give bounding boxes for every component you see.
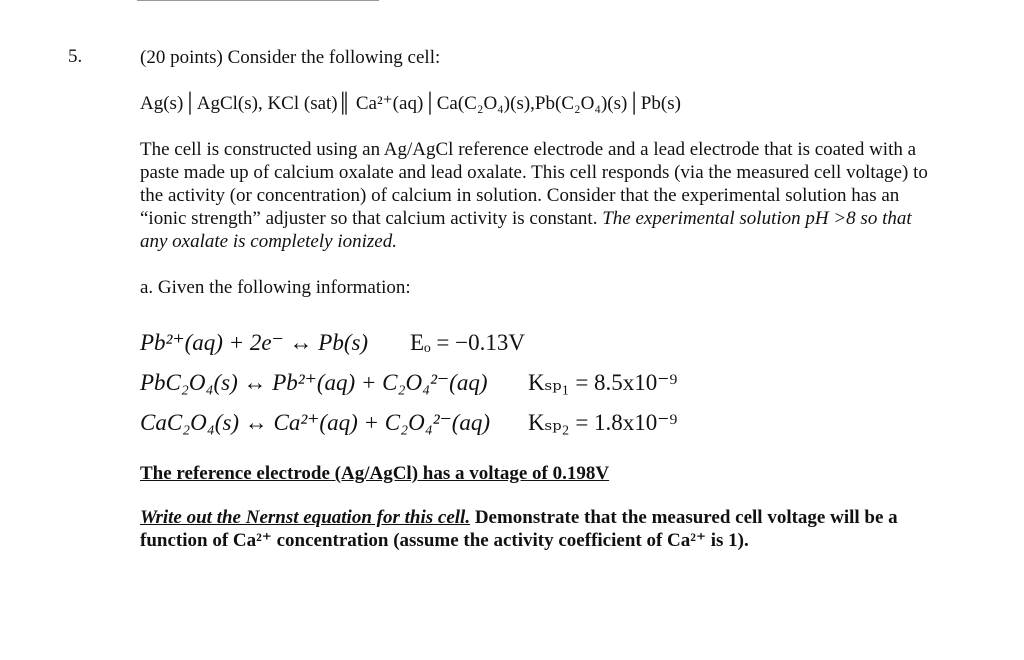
reference-electrode-note: The reference electrode (Ag/AgCl) has a voltage of 0.198V bbox=[140, 463, 610, 484]
task-emphasis: Write out the Nernst equation for this cell. bbox=[140, 507, 471, 528]
question-header: (20 points) Consider the following cell: bbox=[140, 47, 441, 68]
task-instructions bbox=[140, 506, 940, 552]
part-a-label: a. Given the following information: bbox=[140, 277, 411, 298]
equation-reaction: Pb²⁺(aq) + 2e⁻ ↔ Pb(s) bbox=[140, 329, 369, 355]
cell-description bbox=[140, 138, 940, 253]
equation-constant: Kₛₚ₂ = 1.8x10⁻⁹ bbox=[528, 409, 678, 435]
equation-row bbox=[140, 322, 940, 362]
question-body bbox=[140, 46, 940, 552]
equation-constant: Eₒ = −0.13V bbox=[410, 329, 525, 355]
equation-reaction: PbC₂O₄(s) ↔ Pb²⁺(aq) + C₂O₄²⁻(aq) bbox=[140, 369, 488, 395]
cell-notation: Ag(s)│AgCl(s), KCl (sat)║ Ca²⁺(aq)│Ca(C₂O₄)(s),Pb(C₂O₄)(s)│Pb(s) bbox=[140, 93, 681, 114]
equation-constant: Kₛₚ₁ = 8.5x10⁻⁹ bbox=[528, 369, 678, 395]
top-rule bbox=[137, 0, 379, 1]
equation-block bbox=[140, 322, 940, 442]
description-italic-note: The experimental solution pH >8 so that any oxalate is completely ionized. bbox=[140, 208, 912, 252]
equation-reaction: CaC₂O₄(s) ↔ Ca²⁺(aq) + C₂O₄²⁻(aq) bbox=[140, 409, 491, 435]
question-number: 5. bbox=[68, 46, 83, 67]
equation-row bbox=[140, 362, 940, 402]
task-text: Demonstrate that the measured cell voltage will be a function of Ca²⁺ concentration (assume the activity coefficient of Ca²⁺ is 1). bbox=[140, 507, 898, 551]
equation-row bbox=[140, 402, 940, 442]
description-text: The cell is constructed using an Ag/AgCl reference electrode and a lead electrode that is coated with a paste made up of calcium oxalate and lead oxalate. This cell responds (via the measured cell voltage) to the activity (or concentration) of calcium in solution. Consider that the experimental solution has an “ionic strength” adjuster so that calcium activity is constant. bbox=[140, 139, 928, 229]
